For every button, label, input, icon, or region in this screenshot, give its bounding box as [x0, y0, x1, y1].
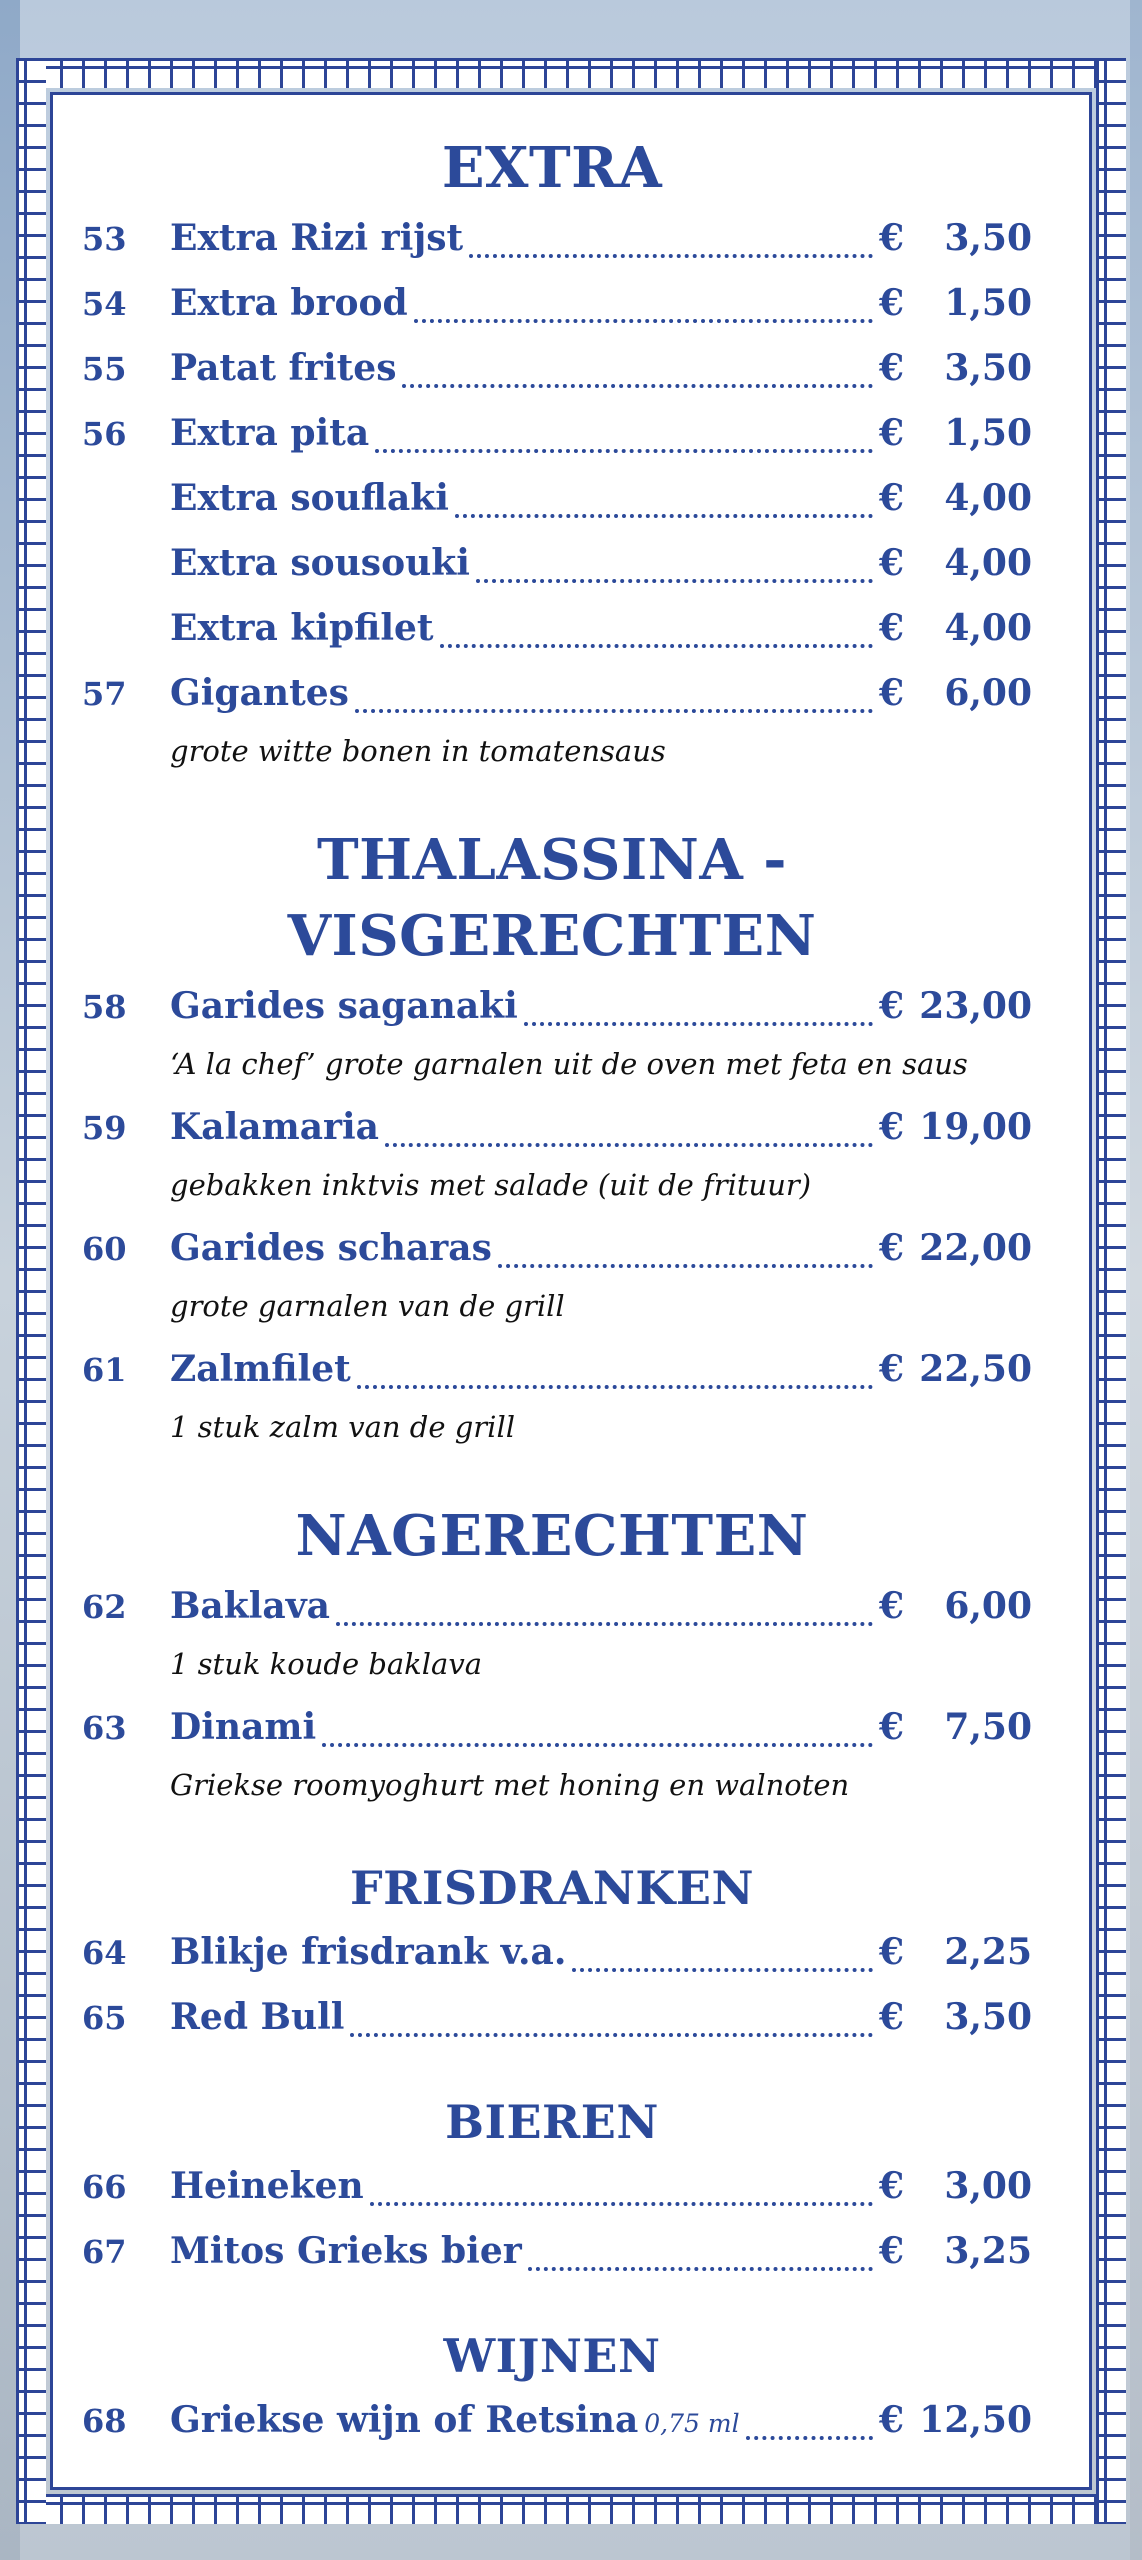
- section-wijnen: [72, 2388, 1032, 2453]
- currency-symbol: €: [878, 1227, 904, 1269]
- item-name: Extra brood: [170, 282, 408, 324]
- dot-leader: [746, 2414, 873, 2440]
- item-number: 58: [82, 988, 127, 1026]
- menu-item: [72, 1337, 1032, 1402]
- dot-leader: [370, 2180, 873, 2206]
- section-thalassina: [72, 974, 1032, 1458]
- item-name: Garides scharas: [170, 1227, 492, 1269]
- section-bieren: [72, 2154, 1032, 2284]
- menu-item: [72, 2388, 1032, 2453]
- item-name-text: Griekse wijn of Retsina: [170, 2399, 639, 2441]
- greek-key-border-bottom: [16, 2494, 1126, 2524]
- item-name: Dinami: [170, 1706, 317, 1748]
- dot-leader: [572, 1946, 873, 1972]
- menu-page: [72, 130, 1032, 2453]
- item-name: Mitos Grieks bier: [170, 2230, 522, 2272]
- item-price: 4,00: [944, 607, 1032, 649]
- item-price: 6,00: [944, 1585, 1032, 1627]
- item-number: 54: [82, 285, 127, 323]
- item-name: Zalmfilet: [170, 1348, 351, 1390]
- currency-symbol: €: [878, 2165, 904, 2207]
- section-title-extra: EXTRA: [441, 135, 663, 201]
- item-name: Garides saganaki: [170, 985, 518, 1027]
- item-price: 19,00: [919, 1106, 1032, 1148]
- menu-item: [72, 531, 1032, 596]
- dot-leader: [355, 687, 873, 713]
- item-name: Extra sousouki: [170, 542, 470, 584]
- menu-item: [72, 974, 1032, 1039]
- item-price: 6,00: [944, 672, 1032, 714]
- item-price: 1,50: [944, 412, 1032, 454]
- menu-item: [72, 1920, 1032, 1985]
- item-number: 65: [82, 1999, 127, 2037]
- currency-symbol: €: [878, 1706, 904, 1748]
- menu-item: [72, 1095, 1032, 1160]
- item-number: 61: [82, 1351, 127, 1389]
- currency-symbol: €: [878, 1348, 904, 1390]
- item-price: 3,50: [944, 1996, 1032, 2038]
- dot-leader: [414, 297, 873, 323]
- currency-symbol: €: [878, 985, 904, 1027]
- menu-item: [72, 2219, 1032, 2284]
- currency-symbol: €: [878, 542, 904, 584]
- currency-symbol: €: [878, 217, 904, 259]
- item-price: 7,50: [944, 1706, 1032, 1748]
- item-name: [170, 2388, 740, 2456]
- item-description: grote garnalen van de grill: [170, 1289, 565, 1323]
- dot-leader: [336, 1600, 873, 1626]
- item-price: 3,00: [944, 2165, 1032, 2207]
- section-nagerechten: [72, 1574, 1032, 1816]
- item-number: 55: [82, 350, 127, 388]
- item-name: Gigantes: [170, 672, 349, 714]
- item-description: ‘A la chef’ grote garnalen uit de oven met feta en saus: [170, 1047, 968, 1081]
- dot-leader: [357, 1363, 873, 1389]
- greek-key-border-right: [1096, 58, 1126, 2524]
- dot-leader: [524, 1000, 873, 1026]
- item-price: 1,50: [944, 282, 1032, 324]
- currency-symbol: €: [878, 412, 904, 454]
- dot-leader: [440, 622, 873, 648]
- dot-leader: [350, 2011, 872, 2037]
- menu-item: [72, 596, 1032, 661]
- item-number: 59: [82, 1109, 127, 1147]
- item-price: 3,25: [944, 2230, 1032, 2272]
- section-title-nagerechten: NAGERECHTEN: [295, 1503, 809, 1569]
- item-price: 4,00: [944, 542, 1032, 584]
- item-description: grote witte bonen in tomatensaus: [170, 734, 666, 768]
- item-name: Blikje frisdrank v.a.: [170, 1931, 567, 1973]
- item-name: Baklava: [170, 1585, 330, 1627]
- item-number: 64: [82, 1934, 127, 1972]
- item-number: 56: [82, 415, 127, 453]
- item-price: 22,00: [919, 1227, 1032, 1269]
- currency-symbol: €: [878, 1106, 904, 1148]
- item-number: 67: [82, 2233, 127, 2271]
- item-name: Extra kipfilet: [170, 607, 434, 649]
- item-name: Heineken: [170, 2165, 364, 2207]
- menu-item: [72, 271, 1032, 336]
- menu-item: [72, 2154, 1032, 2219]
- item-description: gebakken inktvis met salade (uit de frituur): [170, 1168, 812, 1202]
- currency-symbol: €: [878, 672, 904, 714]
- item-number: 63: [82, 1709, 127, 1747]
- dot-leader: [476, 557, 873, 583]
- currency-symbol: €: [878, 282, 904, 324]
- section-title-frisdranken: FRISDRANKEN: [349, 1861, 755, 1915]
- currency-symbol: €: [878, 1585, 904, 1627]
- menu-item: [72, 1695, 1032, 1760]
- menu-item: [72, 401, 1032, 466]
- item-name: Extra souflaki: [170, 477, 449, 519]
- menu-item: [72, 1985, 1032, 2050]
- item-price: 23,00: [919, 985, 1032, 1027]
- greek-key-border-left: [16, 58, 46, 2524]
- currency-symbol: €: [878, 1996, 904, 2038]
- dot-leader: [455, 492, 873, 518]
- currency-symbol: €: [878, 347, 904, 389]
- dot-leader: [385, 1121, 873, 1147]
- item-name: Extra pita: [170, 412, 370, 454]
- section-title-thalassina: THALASSINA - VISGERECHTEN: [287, 827, 817, 969]
- item-number: 53: [82, 220, 127, 258]
- dot-leader: [469, 232, 873, 258]
- menu-item: [72, 1574, 1032, 1639]
- dot-leader: [375, 427, 873, 453]
- item-name: Patat frites: [170, 347, 397, 389]
- item-price: 3,50: [944, 217, 1032, 259]
- item-number: 60: [82, 1230, 127, 1268]
- menu-item: [72, 336, 1032, 401]
- section-title-bieren: BIEREN: [445, 2095, 659, 2149]
- currency-symbol: €: [878, 2399, 904, 2441]
- item-name: Kalamaria: [170, 1106, 380, 1148]
- section-frisdranken: [72, 1920, 1032, 2050]
- item-price: 4,00: [944, 477, 1032, 519]
- item-size: 0,75 ml: [644, 2409, 740, 2438]
- item-price: 2,25: [944, 1931, 1032, 1973]
- item-price: 3,50: [944, 347, 1032, 389]
- background-strip-right: [1130, 0, 1142, 2560]
- dot-leader: [498, 1242, 873, 1268]
- currency-symbol: €: [878, 477, 904, 519]
- menu-item: [72, 661, 1032, 726]
- section-extra: [72, 206, 1032, 782]
- menu-item: [72, 1216, 1032, 1281]
- item-number: 68: [82, 2402, 127, 2440]
- greek-key-border-top: [16, 58, 1126, 88]
- item-price: 22,50: [919, 1348, 1032, 1390]
- menu-item: [72, 206, 1032, 271]
- item-description: 1 stuk koude baklava: [170, 1647, 482, 1681]
- item-name: Red Bull: [170, 1996, 345, 2038]
- dot-leader: [402, 362, 872, 388]
- item-price: 12,50: [919, 2399, 1032, 2441]
- dot-leader: [322, 1721, 873, 1747]
- item-number: 62: [82, 1588, 127, 1626]
- item-number: 66: [82, 2168, 127, 2206]
- section-title-wijnen: WIJNEN: [443, 2329, 661, 2383]
- menu-item: [72, 466, 1032, 531]
- currency-symbol: €: [878, 2230, 904, 2272]
- item-name: Extra Rizi rijst: [170, 217, 464, 259]
- item-description: 1 stuk zalm van de grill: [170, 1410, 515, 1444]
- currency-symbol: €: [878, 1931, 904, 1973]
- item-number: 57: [82, 675, 127, 713]
- dot-leader: [528, 2245, 873, 2271]
- item-description: Griekse roomyoghurt met honing en walnoten: [170, 1768, 850, 1802]
- currency-symbol: €: [878, 607, 904, 649]
